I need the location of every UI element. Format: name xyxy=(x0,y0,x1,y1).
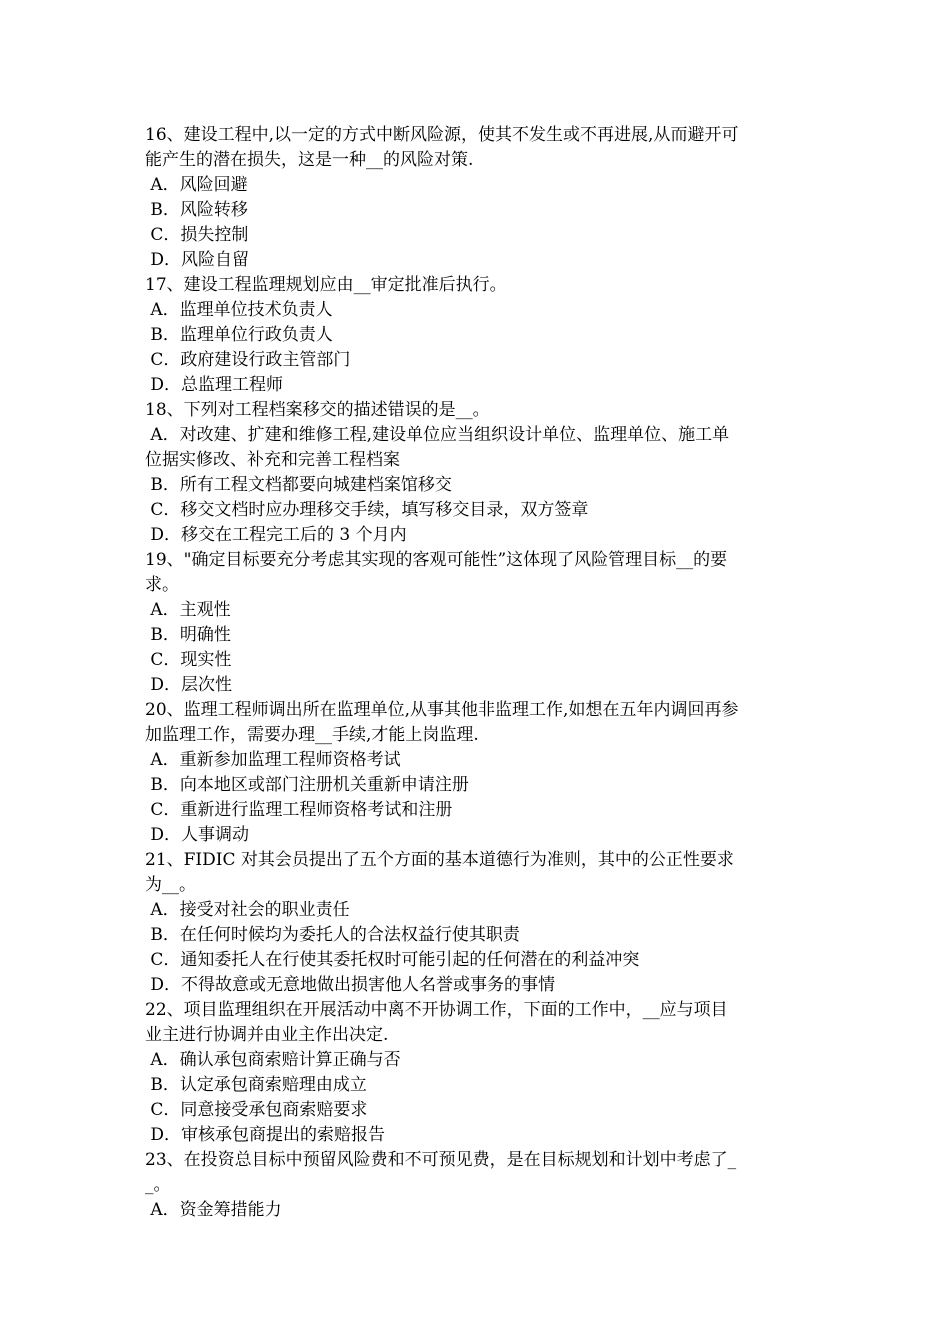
q22-option-d: D．审核承包商提出的索赔报告 xyxy=(145,1125,386,1145)
q20-option-b: B．向本地区或部门注册机关重新申请注册 xyxy=(145,775,469,795)
q16-option-c: C．损失控制 xyxy=(145,225,249,245)
q17-option-c: C．政府建设行政主管部门 xyxy=(145,350,351,370)
q18-option-b: B．所有工程文档都要向城建档案馆移交 xyxy=(145,475,452,495)
q17-option-a: A．监理单位技术负责人 xyxy=(145,300,333,320)
q16-stem-line-1: 16、建设工程中,以一定的方式中断风险源，使其不发生或不再进展,从而避开可 xyxy=(145,125,739,145)
q22-option-a: A．确认承包商索赔计算正确与否 xyxy=(145,1050,401,1070)
q18-option-a-line-1: A．对改建、扩建和维修工程,建设单位应当组织设计单位、监理单位、施工单 xyxy=(145,425,730,445)
q23-stem-line-1: 23、在投资总目标中预留风险费和不可预见费，是在目标规划和计划中考虑了_ xyxy=(145,1150,737,1170)
q18-option-a-line-2: 位据实修改、补充和完善工程档案 xyxy=(145,450,400,470)
q16-option-d: D．风险自留 xyxy=(145,250,250,270)
document-body xyxy=(145,123,810,1223)
q17-stem: 17、建设工程监理规划应由__审定批准后执行。 xyxy=(145,275,507,295)
q21-stem-line-2: 为__。 xyxy=(145,875,196,895)
q21-stem-line-1: 21、FIDIC 对其会员提出了五个方面的基本道德行为准则，其中的公正性要求 xyxy=(145,850,734,870)
q22-stem-line-2: 业主进行协调并由业主作出决定. xyxy=(145,1025,389,1045)
q17-option-d: D．总监理工程师 xyxy=(145,375,284,395)
q17-option-b: B．监理单位行政负责人 xyxy=(145,325,333,345)
q21-option-b: B．在任何时候均为委托人的合法权益行使其职责 xyxy=(145,925,520,945)
q19-stem-line-1: 19、"确定目标要充分考虑其实现的客观可能性”这体现了风险管理目标__的要 xyxy=(145,550,728,570)
q23-stem-line-2: _。 xyxy=(145,1175,171,1195)
q19-option-d: D．层次性 xyxy=(145,675,233,695)
q22-stem-line-1: 22、项目监理组织在开展活动中离不开协调工作，下面的工作中，__应与项目 xyxy=(145,1000,728,1020)
q18-option-d: D．移交在工程完工后的 3 个月内 xyxy=(145,525,407,545)
q20-stem-line-1: 20、监理工程师调出所在监理单位,从事其他非监理工作,如想在五年内调回再参 xyxy=(145,700,739,720)
q19-stem-line-2: 求。 xyxy=(145,575,179,595)
q16-stem-line-2: 能产生的潜在损失，这是一种__的风险对策. xyxy=(145,150,474,170)
q20-option-c: C．重新进行监理工程师资格考试和注册 xyxy=(145,800,453,820)
q20-option-a: A．重新参加监理工程师资格考试 xyxy=(145,750,401,770)
q23-option-a: A．资金筹措能力 xyxy=(145,1200,282,1220)
q19-option-b: B．明确性 xyxy=(145,625,231,645)
q18-stem: 18、下列对工程档案移交的描述错误的是__。 xyxy=(145,400,490,420)
q21-option-c: C．通知委托人在行使其委托权时可能引起的任何潜在的利益冲突 xyxy=(145,950,640,970)
q18-option-c: C．移交文档时应办理移交手续，填写移交目录，双方签章 xyxy=(145,500,589,520)
q21-option-a: A．接受对社会的职业责任 xyxy=(145,900,350,920)
q19-option-a: A．主观性 xyxy=(145,600,231,620)
q16-option-b: B．风险转移 xyxy=(145,200,248,220)
q19-option-c: C．现实性 xyxy=(145,650,232,670)
q20-stem-line-2: 加监理工作，需要办理__手续,才能上岗监理. xyxy=(145,725,479,745)
q21-option-d: D．不得故意或无意地做出损害他人名誉或事务的事情 xyxy=(145,975,556,995)
q22-option-c: C．同意接受承包商索赔要求 xyxy=(145,1100,368,1120)
q20-option-d: D．人事调动 xyxy=(145,825,250,845)
q16-option-a: A．风险回避 xyxy=(145,175,248,195)
q22-option-b: B．认定承包商索赔理由成立 xyxy=(145,1075,367,1095)
